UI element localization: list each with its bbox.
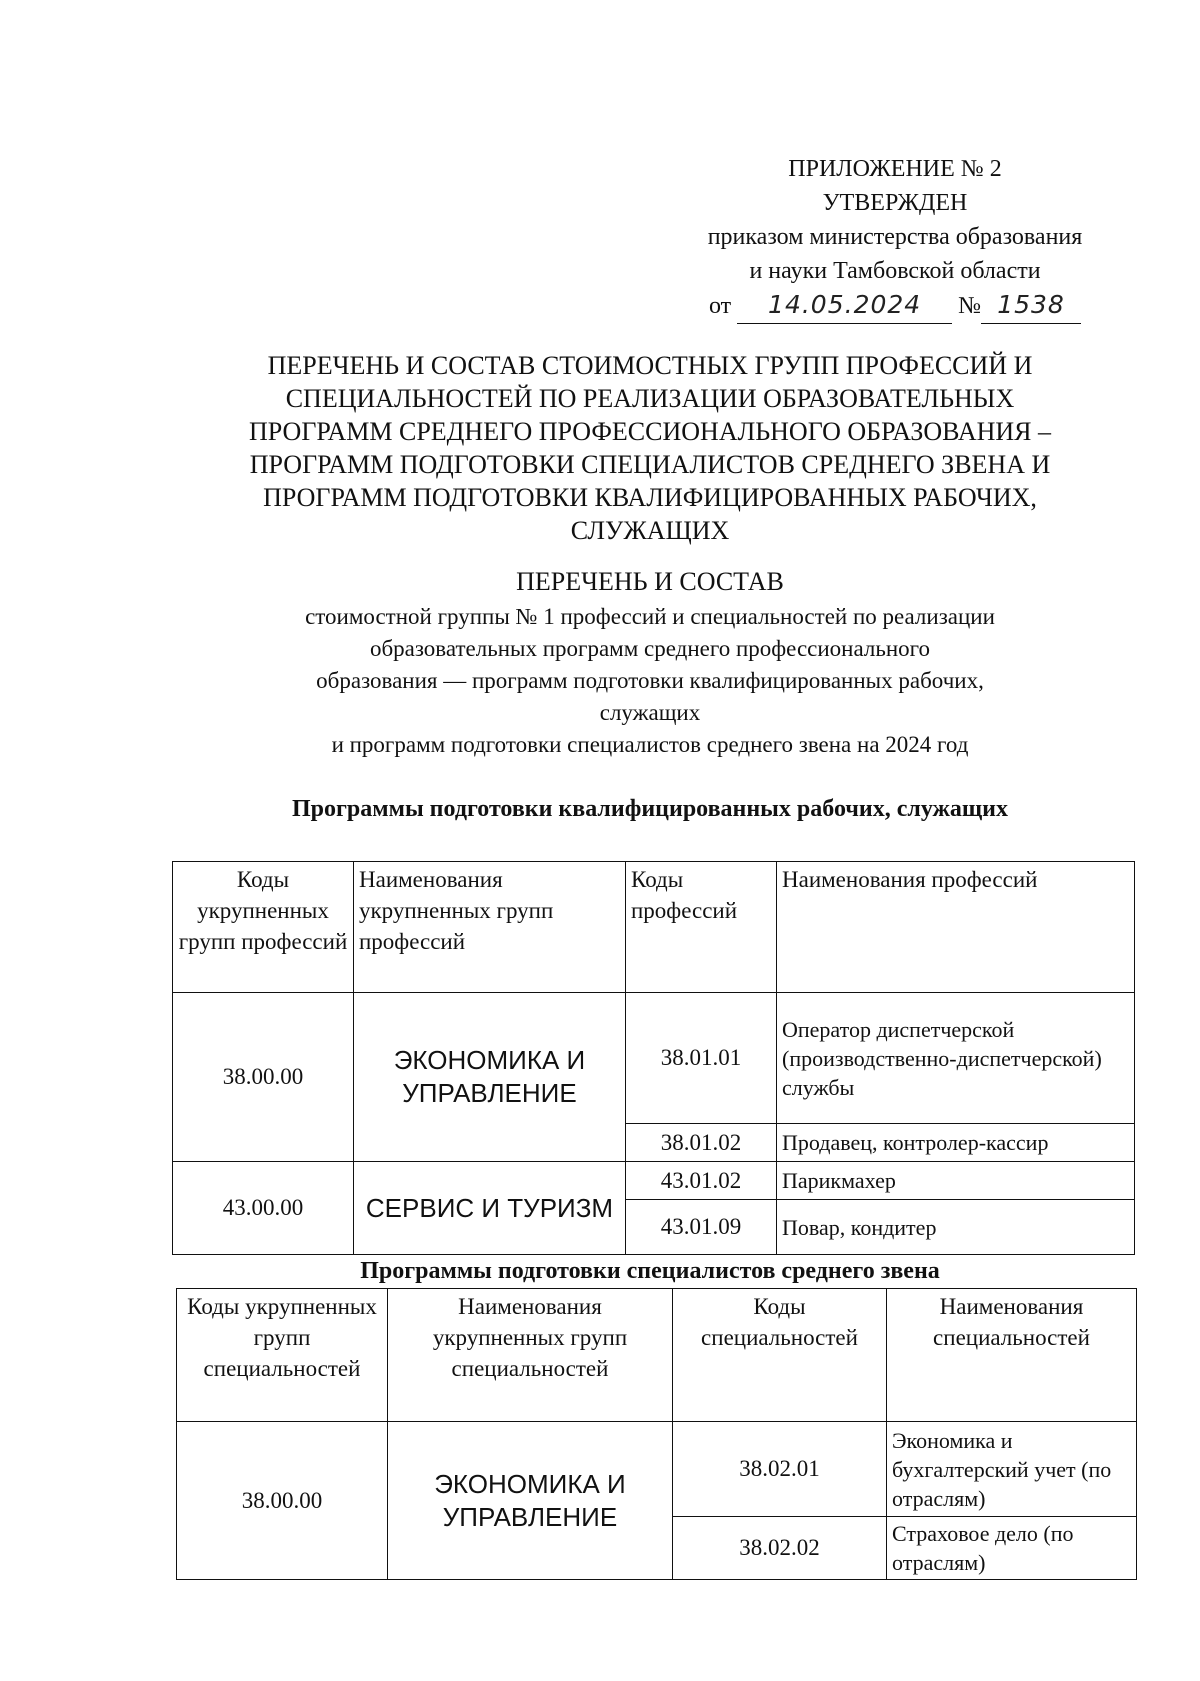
specialty-name: Экономика и бухгалтерский учет (по отраслям)	[887, 1422, 1137, 1517]
table-header-row	[177, 1289, 1137, 1422]
appendix-label: ПРИЛОЖЕНИЕ № 2	[788, 156, 1002, 182]
header-group-names: Наименования укрупненных групп специальностей	[388, 1289, 673, 1422]
group-name: ЭКОНОМИКА И УПРАВЛЕНИЕ	[388, 1422, 673, 1580]
title-line: СЛУЖАЩИХ	[570, 516, 730, 545]
header-specialty-codes: Коды специальностей	[673, 1289, 887, 1422]
subtitle-line: стоимостной группы № 1 профессий и специальностей по реализации	[305, 604, 995, 629]
profession-name: Повар, кондитер	[777, 1200, 1135, 1255]
title-line: ПРОГРАММ ПОДГОТОВКИ СПЕЦИАЛИСТОВ СРЕДНЕГО ЗВЕНА И	[249, 450, 1051, 479]
table-row	[177, 1422, 1137, 1517]
specialties-table	[176, 1288, 1137, 1580]
profession-name: Продавец, контролер-кассир	[777, 1124, 1135, 1162]
profession-code: 38.01.01	[626, 993, 777, 1124]
number-field	[981, 288, 1081, 324]
header-group-names: Наименования укрупненных групп профессий	[354, 862, 626, 993]
title-line: СПЕЦИАЛЬНОСТЕЙ ПО РЕАЛИЗАЦИИ ОБРАЗОВАТЕЛЬНЫХ	[285, 384, 1015, 413]
subtitle-description	[190, 601, 1110, 761]
approved-by-line1: приказом министерства образования	[707, 224, 1083, 250]
header-profession-names: Наименования профессий	[777, 862, 1135, 993]
specialty-name: Страховое дело (по отраслям)	[887, 1517, 1137, 1580]
group-code: 38.00.00	[177, 1422, 388, 1580]
title-line: ПРОГРАММ ПОДГОТОВКИ КВАЛИФИЦИРОВАННЫХ РАБОЧИХ,	[263, 483, 1037, 512]
group-code: 43.00.00	[173, 1162, 354, 1255]
header-group-codes: Коды укрупненных групп специальностей	[177, 1289, 388, 1422]
profession-name: Парикмахер	[777, 1162, 1135, 1200]
subtitle-line: образовательных программ среднего профессионального	[369, 636, 931, 661]
header-specialty-names: Наименования специальностей	[887, 1289, 1137, 1422]
header-profession-codes: Коды профессий	[626, 862, 777, 993]
date-prefix: от	[708, 293, 732, 319]
group-name: ЭКОНОМИКА И УПРАВЛЕНИЕ	[354, 993, 626, 1162]
section2-title: Программы подготовки специалистов среднего звена	[360, 1258, 940, 1284]
approved-by-line2: и науки Тамбовской области	[749, 258, 1041, 284]
handwritten-date: 14.05.2024	[768, 290, 922, 319]
subtitle-line: и программ подготовки специалистов среднего звена на 2024 год	[331, 732, 969, 757]
handwritten-number: 1538	[997, 290, 1065, 319]
order-date-number	[660, 288, 1130, 324]
subtitle-line: образования — программ подготовки квалифицированных рабочих,	[316, 668, 984, 693]
approval-block	[660, 152, 1130, 324]
subtitle-heading: ПЕРЕЧЕНЬ И СОСТАВ	[516, 567, 784, 596]
approved-label: УТВЕРЖДЕН	[822, 190, 968, 216]
profession-name: Оператор диспетчерской (производственно-диспетчерской) службы	[777, 993, 1135, 1124]
number-prefix: №	[958, 293, 982, 319]
specialty-code: 38.02.02	[673, 1517, 887, 1580]
table-row	[173, 1162, 1135, 1200]
title-line: ПЕРЕЧЕНЬ И СОСТАВ СТОИМОСТНЫХ ГРУПП ПРОФЕССИЙ И	[267, 351, 1033, 380]
group-name: СЕРВИС И ТУРИЗМ	[354, 1162, 626, 1255]
profession-code: 43.01.02	[626, 1162, 777, 1200]
date-field	[737, 288, 952, 324]
document-title	[190, 349, 1110, 547]
table-row	[173, 993, 1135, 1124]
professions-table	[172, 861, 1135, 1255]
group-code: 38.00.00	[173, 993, 354, 1162]
section1-title: Программы подготовки квалифицированных рабочих, служащих	[291, 796, 1008, 822]
header-group-codes: Коды укрупненных групп профессий	[173, 862, 354, 993]
table-header-row	[173, 862, 1135, 993]
profession-code: 43.01.09	[626, 1200, 777, 1255]
subtitle-line: служащих	[599, 700, 701, 725]
title-line: ПРОГРАММ СРЕДНЕГО ПРОФЕССИОНАЛЬНОГО ОБРАЗОВАНИЯ –	[248, 417, 1052, 446]
specialty-code: 38.02.01	[673, 1422, 887, 1517]
profession-code: 38.01.02	[626, 1124, 777, 1162]
